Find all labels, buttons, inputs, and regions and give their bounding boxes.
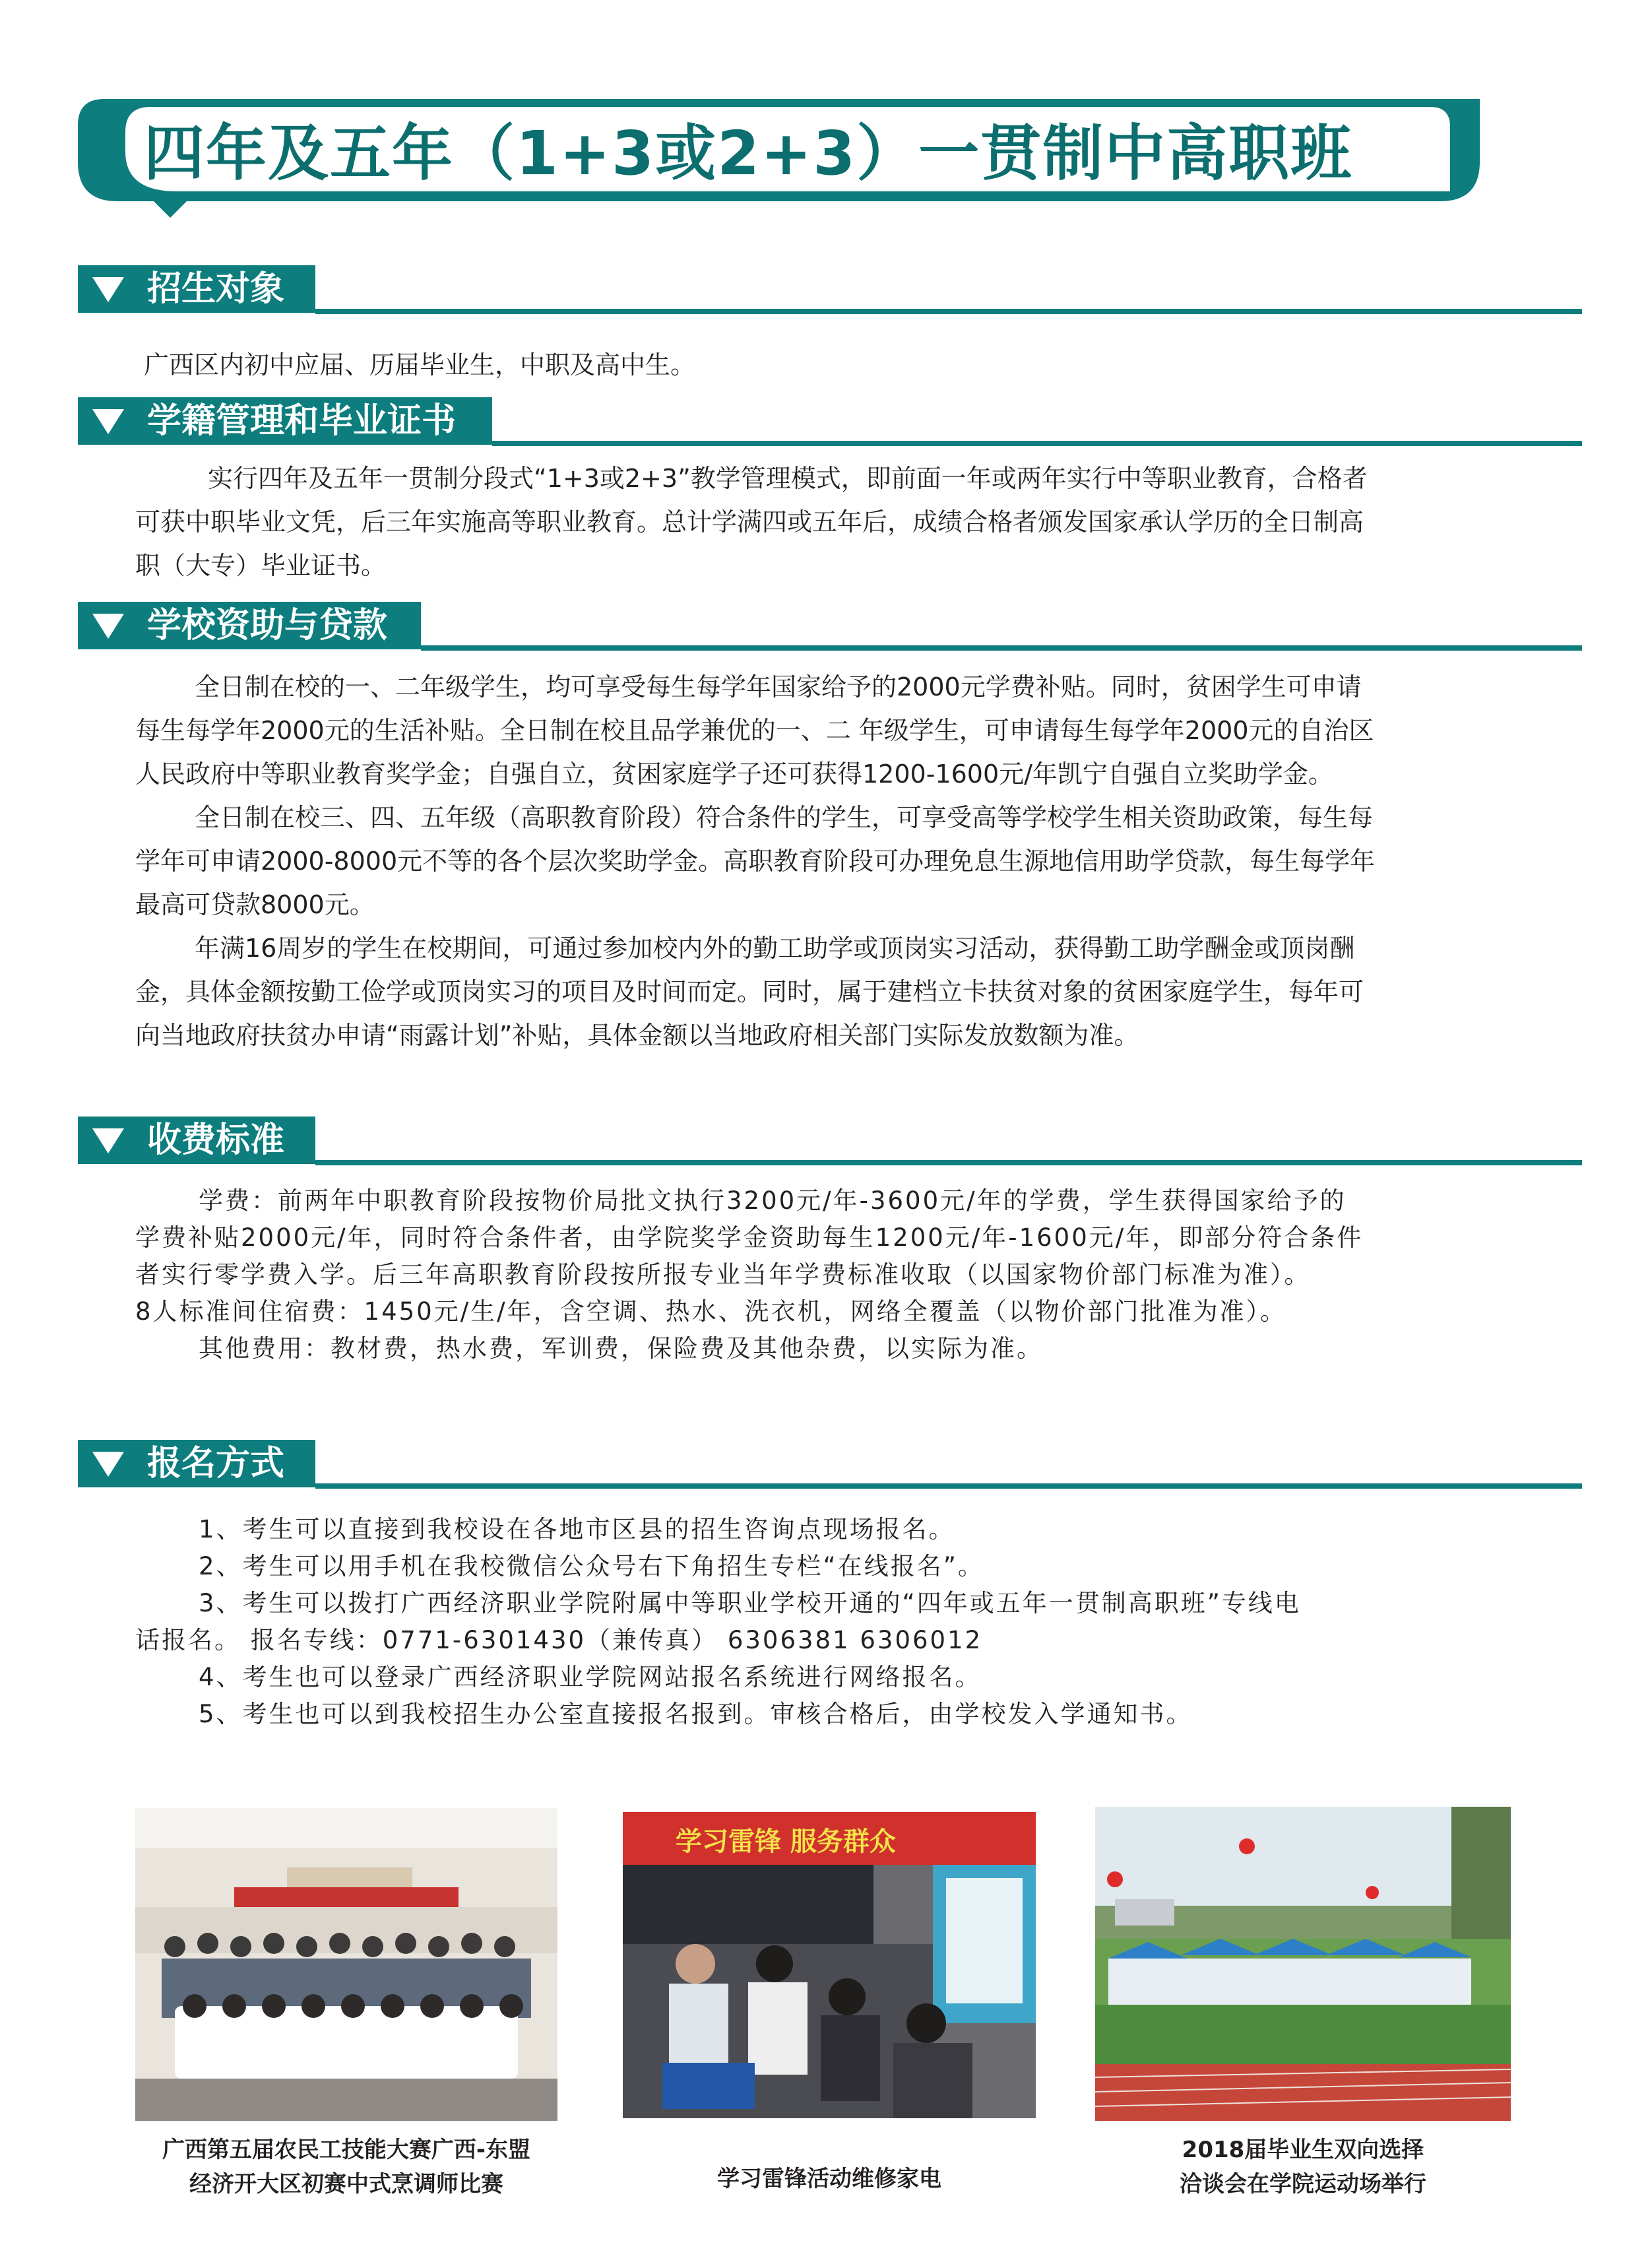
text-line: 向当地政府扶贫办申请“雨露计划”补贴，具体金额以当地政府相关部门实际发放数额为准。 (135, 1021, 1139, 1050)
text-line: 5、考生也可以到我校招生办公室直接报名报到。审核合格后，由学校发入学通知书。 (199, 1700, 1193, 1728)
text-line: 全日制在校三、四、五年级（高职教育阶段）符合条件的学生，可享受高等学校学生相关资助政策，每生每 (195, 803, 1374, 832)
caption-line: 广西第五届农民工技能大赛广西-东盟 (162, 2137, 531, 2163)
text-line: 话报名。 报名专线：0771-6301430（兼传真） 6306381 6306012 (135, 1626, 983, 1654)
triangle-down-icon (92, 1128, 124, 1153)
triangle-down-icon (92, 1452, 124, 1477)
text-line: 学费：前两年中职教育阶段按物价局批文执行3200元/年-3600元/年的学费，学生获得国家给予的 (199, 1186, 1347, 1215)
text-line: 2、考生可以用手机在我校微信公众号右下角招生专栏“在线报名”。 (199, 1552, 984, 1580)
text-line: 每生每学年2000元的生活补贴。全日制在校且品学兼优的一、二 年级学生，可申请每生每学年2000元的自治区 (135, 716, 1374, 745)
section-header-register (78, 1440, 1582, 1493)
text-line: 学费补贴2000元/年，同时符合条件者，由学院奖学金资助每生1200元/年-1600元/年，即部分符合条件 (135, 1223, 1364, 1252)
text-line: 全日制在校的一、二年级学生，均可享受每生每学年国家给予的2000元学费补贴。同时，贫困学生可申请 (195, 672, 1362, 701)
photo-repair-activity (623, 1812, 1036, 2118)
section-heading: 招生对象 (147, 269, 285, 309)
text-line: 可获中职毕业文凭，后三年实施高等职业教育。总计学满四或五年后，成绩合格者颁发国家承认学历的全日制高 (135, 507, 1364, 536)
section-header-target (78, 265, 1582, 318)
triangle-down-icon (92, 277, 124, 302)
text-line: 年满16周岁的学生在校期间，可通过参加校内外的勤工助学或顶岗实习活动，获得勤工助学酬金或顶岗酬 (195, 934, 1355, 963)
text-line: 1、考生可以直接到我校设在各地市区县的招生咨询点现场报名。 (199, 1515, 955, 1543)
text-line: 实行四年及五年一贯制分段式“1+3或2+3”教学管理模式，即前面一年或两年实行中等职业教育，合格者 (208, 464, 1368, 493)
section-header-management (78, 397, 1582, 450)
section-rule (315, 1483, 1582, 1489)
section-rule (315, 309, 1582, 314)
section-heading: 学籍管理和毕业证书 (147, 401, 457, 441)
text-line: 学年可申请2000-8000元不等的各个层次奖助学金。高职教育阶段可办理免息生源地信用助学贷款，每生每学年 (135, 847, 1376, 876)
caption-line: 2018届毕业生双向选择 (1182, 2137, 1424, 2163)
section-tab (78, 1117, 315, 1164)
section-header-aid (78, 602, 1582, 655)
caption-line: 学习雷锋活动维修家电 (717, 2166, 941, 2192)
photo-caption-1 (129, 2133, 564, 2201)
section-heading: 收费标准 (147, 1120, 285, 1160)
text-line: 最高可贷款8000元。 (135, 890, 375, 919)
section-tab (78, 1440, 315, 1487)
photo-caption-2 (623, 2162, 1036, 2196)
section-tab (78, 397, 492, 445)
text-line: 金，具体金额按勤工俭学或顶岗实习的项目及时间而定。同时，属于建档立卡扶贫对象的贫困家庭学生，每年可 (135, 977, 1364, 1006)
text-line: 广西区内初中应届、历届毕业生，中职及高中生。 (144, 350, 696, 379)
page-title: 四年及五年（1+3或2+3）一贯制中高职班 (144, 118, 1353, 189)
section-body-aid (135, 665, 1507, 1057)
photo-job-fair (1095, 1807, 1511, 2121)
section-heading: 报名方式 (147, 1444, 285, 1483)
section-body-management (135, 457, 1507, 587)
text-line: 者实行零学费入学。后三年高职教育阶段按所报专业当年学费标准收取（以国家物价部门标准为准）。 (135, 1260, 1311, 1289)
text-line: 4、考生也可以登录广西经济职业学院网站报名系统进行网络报名。 (199, 1663, 982, 1691)
section-rule (492, 441, 1582, 446)
text-line: 其他费用：教材费，热水费，军训费，保险费及其他杂费，以实际为准。 (199, 1334, 1043, 1363)
title-banner (78, 99, 1480, 205)
section-rule (421, 645, 1582, 651)
section-body-target (144, 343, 1516, 387)
text-line: 人民政府中等职业教育奖学金；自强自立，贫困家庭学子还可获得1200-1600元/年凯宁自强自立奖助学金。 (135, 760, 1333, 789)
caption-line: 经济开大区初赛中式烹调师比赛 (189, 2171, 503, 2197)
text-line: 8人标准间住宿费：1450元/生/年，含空调、热水、洗衣机，网络全覆盖（以物价部门批准为准）。 (135, 1297, 1287, 1326)
section-tab (78, 265, 315, 313)
caption-line: 洽谈会在学院运动场举行 (1180, 2171, 1426, 2197)
section-rule (315, 1160, 1582, 1165)
text-line: 3、考生可以拨打广西经济职业学院附属中等职业学校开通的“四年或五年一贯制高职班”专线电 (199, 1589, 1301, 1617)
photo-cooking-contest (135, 1808, 557, 2121)
section-body-register (135, 1511, 1507, 1733)
text-line: 职（大专）毕业证书。 (135, 551, 387, 580)
triangle-down-icon (92, 614, 124, 639)
triangle-down-icon (92, 409, 124, 434)
photo-caption-3 (1082, 2133, 1524, 2201)
section-tab (78, 602, 421, 649)
repair-banner-text: 学习雷锋 服务群众 (676, 1827, 896, 1857)
section-heading: 学校资助与贷款 (147, 606, 388, 645)
section-header-fees (78, 1117, 1582, 1169)
section-body-fees (135, 1183, 1507, 1367)
